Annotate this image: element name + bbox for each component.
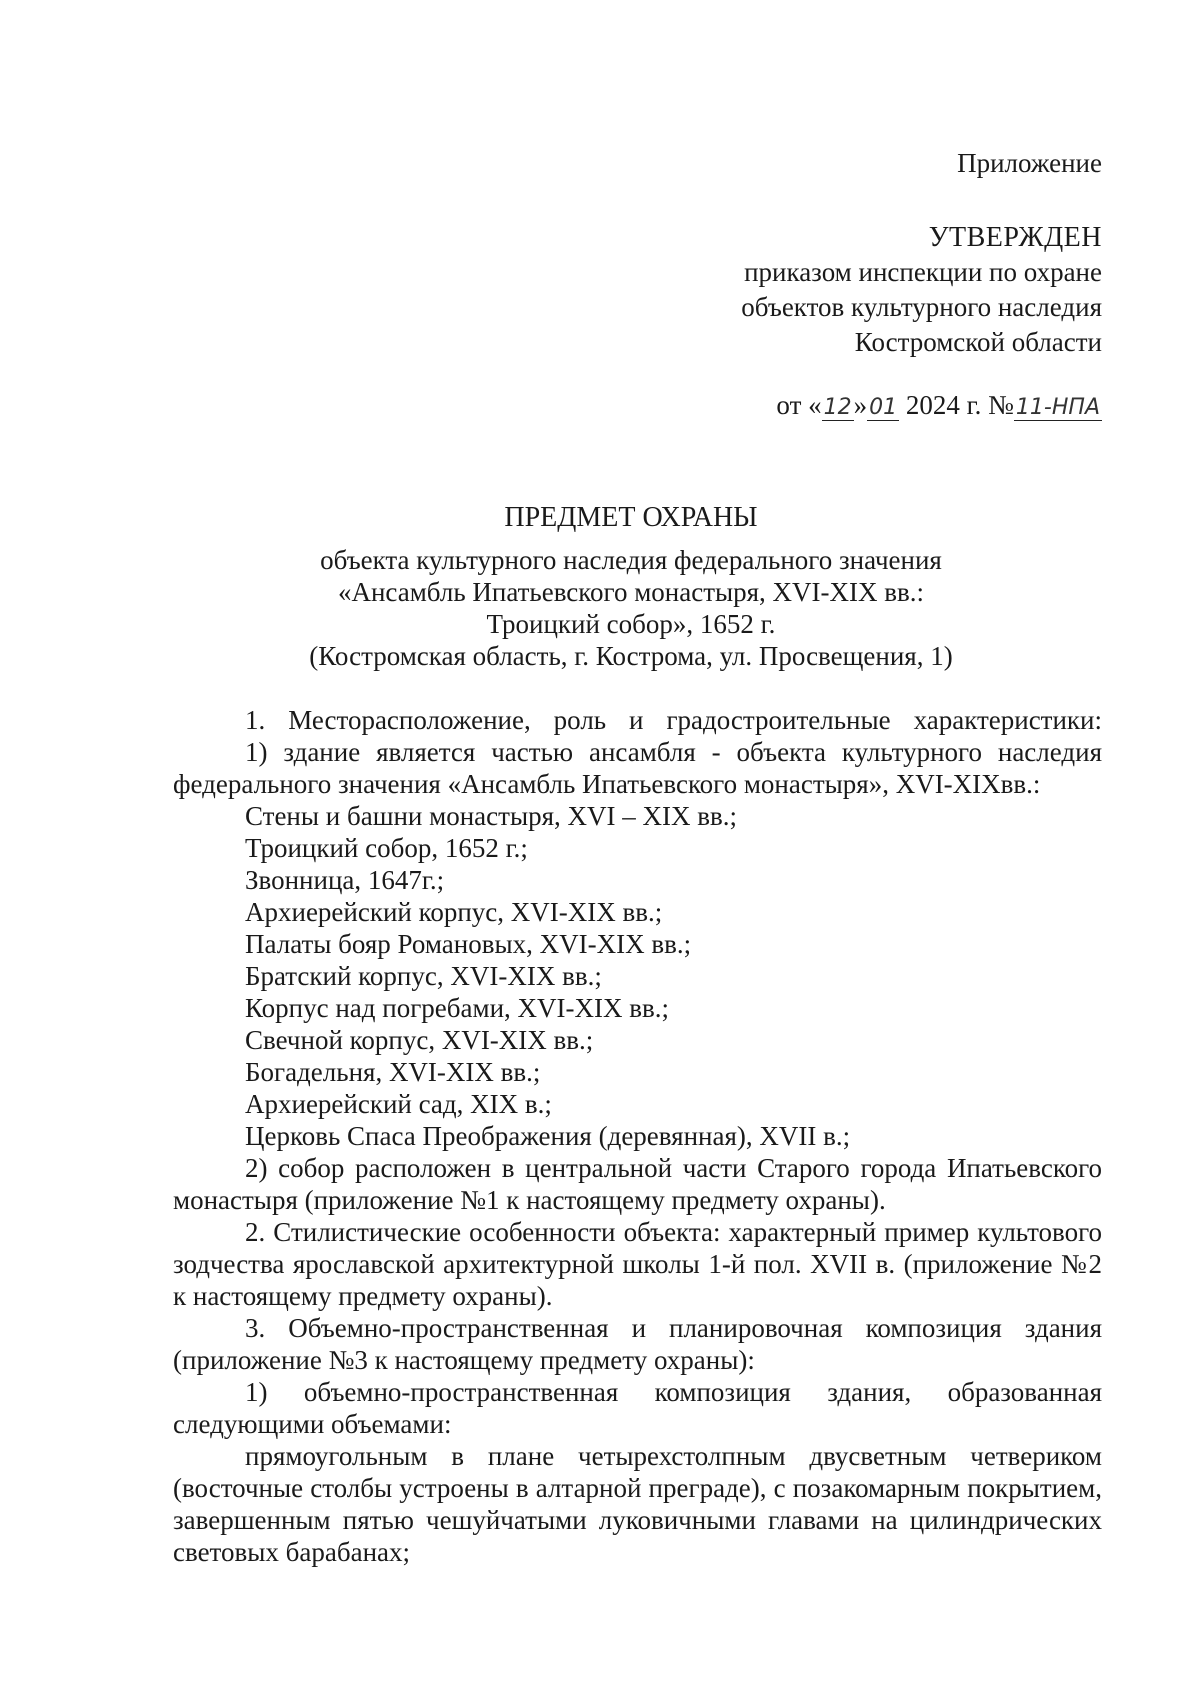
- approval-line: приказом инспекции по охране: [744, 257, 1102, 287]
- ensemble-list-item: Звонница, 1647г.;: [245, 865, 445, 895]
- document-subtitle: [160, 544, 1102, 672]
- document-title: [160, 502, 1102, 534]
- ensemble-list-item: Богадельня, XVI-XIX вв.;: [245, 1057, 541, 1087]
- approval-block: [741, 220, 1102, 360]
- section-3-item-1: 1) объемно-пространственная композиция здания, образованная следующими объемами:: [173, 1377, 1102, 1439]
- document-title-text: ПРЕДМЕТ ОХРАНЫ: [504, 502, 758, 533]
- ensemble-list-item: Архиерейский корпус, XVI-XIX вв.;: [245, 897, 663, 927]
- subtitle-line: (Костромская область, г. Кострома, ул. Просвещения, 1): [309, 641, 953, 671]
- section-2: 2. Стилистические особенности объекта: характерный пример культового зодчества ярославской архитектурной школы 1-й пол. XVII в. (приложение №2 к настоящему предмету охраны).: [173, 1217, 1102, 1311]
- section-1-heading: 1. Месторасположение, роль и градостроительные характеристики:: [245, 705, 1102, 735]
- order-month-handwritten: 01: [869, 395, 898, 420]
- ensemble-list-item: Стены и башни монастыря, XVI – XIX вв.;: [245, 801, 737, 831]
- ensemble-list-item: Архиерейский сад, XIX в.;: [245, 1089, 552, 1119]
- subtitle-line: Троицкий собор», 1652 г.: [486, 609, 776, 639]
- subtitle-line: объекта культурного наследия федерального значения: [320, 545, 942, 575]
- appendix-label: [957, 146, 1102, 181]
- order-day-handwritten: 12: [823, 395, 852, 420]
- approval-line: объектов культурного наследия: [741, 292, 1102, 322]
- order-from-prefix: от «: [776, 390, 822, 420]
- approval-line: Костромской области: [854, 327, 1102, 357]
- ensemble-list-item: Братский корпус, XVI-XIX вв.;: [245, 961, 602, 991]
- ensemble-list-item: Палаты бояр Романовых, XVI-XIX вв.;: [245, 929, 692, 959]
- subtitle-line: «Ансамбль Ипатьевского монастыря, XVI-XIX вв.:: [337, 577, 925, 607]
- ensemble-list-item: Церковь Спаса Преображения (деревянная), XVII в.;: [245, 1121, 851, 1151]
- order-date-number-line: [776, 388, 1102, 423]
- document-body: [173, 704, 1102, 1568]
- ensemble-list-item: Свечной корпус, XVI-XIX вв.;: [245, 1025, 594, 1055]
- ensemble-list-item: Корпус над погребами, XVI-XIX вв.;: [245, 993, 669, 1023]
- section-3-volume-description: прямоугольным в плане четырехстолпным двусветным четвериком (восточные столбы устроены в алтарной преграде), с позакомарным покрытием, завершенным пятью чешуйчатыми луковичными главами на цилиндрических световых барабанах;: [173, 1441, 1102, 1567]
- order-number-handwritten: 11-НПА: [1015, 395, 1100, 420]
- order-quote: »: [853, 390, 868, 420]
- approved-heading: УТВЕРЖДЕН: [928, 222, 1102, 253]
- ensemble-list-item: Троицкий собор, 1652 г.;: [245, 833, 528, 863]
- order-year-text: 2024 г. №: [899, 390, 1014, 420]
- section-1-item-1: 1) здание является частью ансамбля - объекта культурного наследия федерального значения «Ансамбль Ипатьевского монастыря», XVI-XIXвв.:: [173, 737, 1102, 799]
- section-3: 3. Объемно-пространственная и планировочная композиция здания (приложение №3 к настоящему предмету охраны):: [173, 1313, 1102, 1375]
- appendix-text: Приложение: [957, 148, 1102, 178]
- section-1-item-2: 2) собор расположен в центральной части Старого города Ипатьевского монастыря (приложение №1 к настоящему предмету охраны).: [173, 1153, 1102, 1215]
